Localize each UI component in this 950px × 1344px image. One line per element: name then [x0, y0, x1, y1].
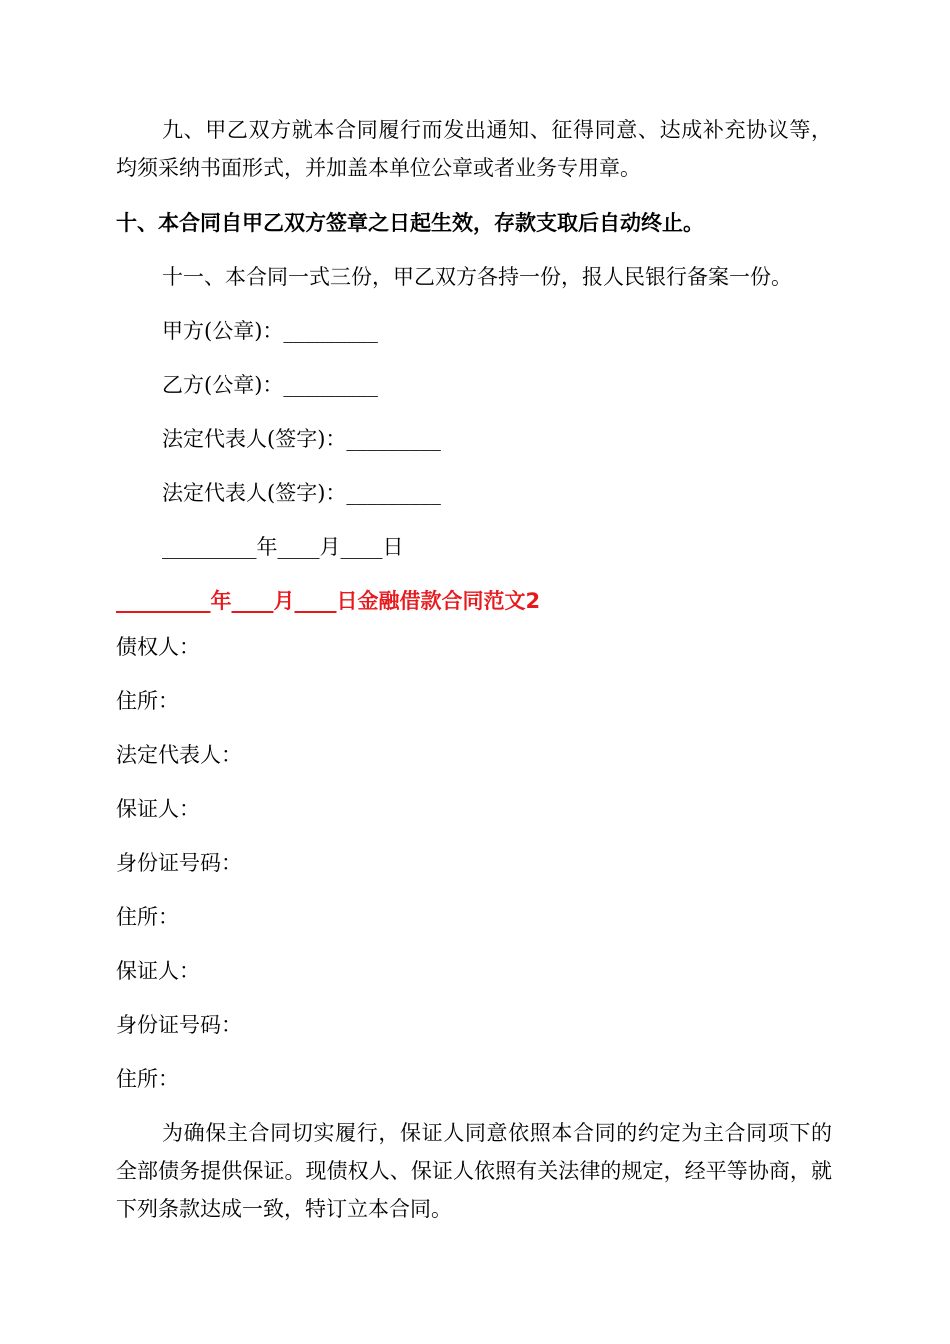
id-number-field-2: 身份证号码： — [116, 1013, 242, 1037]
section-title: _________年____月____日金融借款合同范文2 — [116, 589, 541, 613]
clause-ten: 十、本合同自甲乙双方签章之日起生效，存款支取后自动终止。 — [116, 211, 704, 235]
address-field-3: 住所： — [116, 1067, 179, 1091]
preamble-paragraph: 为确保主合同切实履行，保证人同意依照本合同的约定为主合同项下的全部债务提供保证。现债权人、保证人依照有关法律的规定，经平等协商，就下列条款达成一致，特订立本合同。 — [116, 1121, 832, 1221]
clause-nine: 九、甲乙双方就本合同履行而发出通知、征得同意、达成补充协议等，均须采纳书面形式，并加盖本单位公章或者业务专用章。 — [116, 118, 832, 180]
party-a-seal-line: 甲方(公章)：_________ — [162, 319, 378, 343]
legal-rep-signature-line-2: 法定代表人(签字)：_________ — [162, 481, 441, 505]
guarantor-field-1: 保证人： — [116, 797, 200, 821]
legal-rep-signature-line-1: 法定代表人(签字)：_________ — [162, 427, 441, 451]
address-field-1: 住所： — [116, 689, 179, 713]
date-line: _________年____月____日 — [162, 535, 404, 559]
party-b-seal-line: 乙方(公章)：_________ — [162, 373, 378, 397]
legal-rep-field: 法定代表人： — [116, 743, 242, 767]
address-field-2: 住所： — [116, 905, 179, 929]
id-number-field-1: 身份证号码： — [116, 851, 242, 875]
creditor-field: 债权人： — [116, 635, 200, 659]
guarantor-field-2: 保证人： — [116, 959, 200, 983]
clause-eleven: 十一、本合同一式三份，甲乙双方各持一份，报人民银行备案一份。 — [162, 265, 792, 289]
